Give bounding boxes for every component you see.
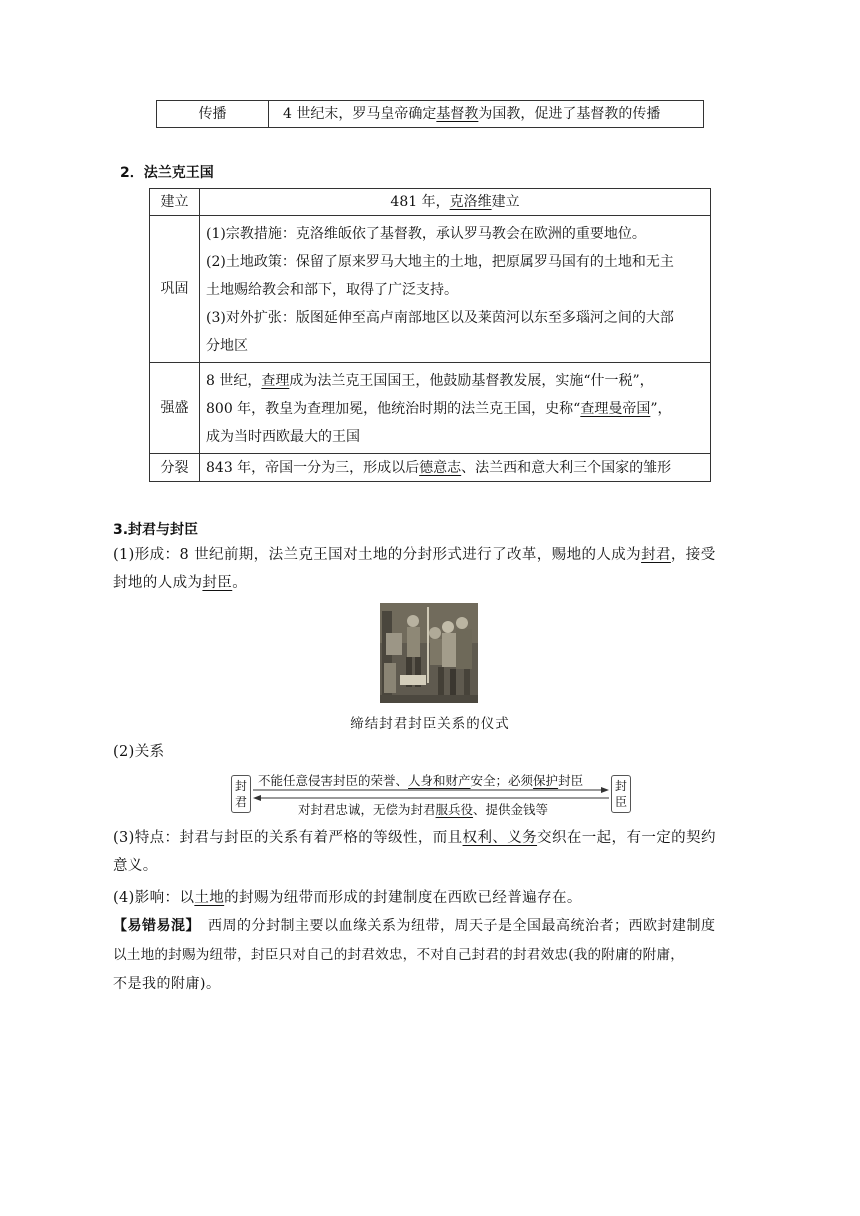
consolidate-text	[200, 216, 711, 363]
founding-label: 建立	[150, 189, 200, 216]
split-text	[200, 454, 711, 482]
split-text-underlined: 德意志	[419, 459, 462, 476]
formation-mid: ，接受	[670, 547, 716, 563]
peak-l1-underlined: 查理	[261, 373, 290, 389]
relation-label: (2)关系	[113, 744, 165, 760]
section3-heading: 3.封君与封臣	[113, 522, 199, 538]
note-line-3: 不是我的附庸)。	[113, 976, 221, 992]
lord-duty-underlined: 人身和财产	[408, 773, 471, 788]
spread-text	[269, 101, 704, 128]
lord-duty-text	[258, 771, 583, 789]
peak-line-1	[206, 367, 706, 395]
feature-underlined: 权利、义务	[462, 830, 538, 846]
consolidate-line-4: (3)对外扩张：版图延伸至高卢南部地区以及莱茵河以东至多瑙河之间的大部	[206, 310, 674, 326]
note-text-1: 西周的分封制主要以血缘关系为纽带，周天子是全国最高统治者；西欧封建制度	[208, 918, 716, 934]
consolidate-line-5: 分地区	[206, 338, 248, 354]
frankish-table	[149, 188, 711, 482]
formation-l2-post: 。	[232, 575, 248, 591]
note-line-1	[113, 912, 743, 941]
impact-underlined: 土地	[194, 890, 225, 906]
peak-line-3: 成为当时西欧最大的王国	[206, 429, 360, 445]
founding-text-pre: 481 年，	[390, 194, 450, 210]
split-text-pre: 843 年，帝国一分为三，形成以后	[206, 459, 420, 476]
spread-label: 传播	[157, 101, 269, 128]
peak-l2-underlined: 查理曼帝国	[580, 401, 651, 417]
feature-pre: (3)特点：封君与封臣的关系有着严格的等级性，而且	[113, 830, 463, 846]
formation-line-1	[113, 541, 743, 569]
peak-line-2	[206, 395, 706, 423]
formation-vassal: 封臣	[202, 575, 233, 591]
arrow-to-vassal-head	[601, 787, 609, 793]
founding-text-underlined: 克洛维	[449, 194, 492, 210]
peak-l2-pre: 800 年，教皇为查理加冕，他统治时期的法兰克王国，史称“	[206, 401, 581, 417]
feature-line-2: 意义。	[113, 858, 158, 874]
spread-text-underlined: 基督教	[436, 106, 479, 122]
consolidate-line-2: (2)土地政策：保留了原来罗马大地主的土地，把原属罗马国有的土地和无主	[206, 254, 674, 270]
formation-pre: (1)形成：8 世纪前期，法兰克王国对土地的分封形式进行了改革，赐地的人成为	[113, 547, 642, 563]
spread-text-pre: 4 世纪末，罗马皇帝确定	[283, 106, 437, 122]
consolidate-label: 巩固	[150, 216, 200, 363]
note-tag: 【易错易混】	[113, 918, 200, 934]
consolidate-line-3: 土地赐给教会和部下，取得了广泛支持。	[206, 282, 458, 298]
split-text-post: 、法兰西和意大利三个国家的雏形	[461, 459, 672, 476]
lord-duty-protect: 保护	[533, 773, 559, 788]
ceremony-image	[380, 603, 478, 703]
spread-text-post: 为国教，促进了基督教的传播	[478, 106, 661, 122]
formation-l2-pre: 封地的人成为	[113, 575, 203, 591]
consolidate-line-1: (1)宗教措施：克洛维皈依了基督教，承认罗马教会在欧洲的重要地位。	[206, 226, 646, 242]
lord-duty-post: 封臣	[558, 773, 584, 788]
vassal-box: 封臣	[611, 775, 631, 813]
formation-paragraph	[113, 541, 743, 597]
note-line-2: 以土地的封赐为纽带，封臣只对自己的封君效忠，不对自己封君的封君效忠(我的附庸的附庸，	[113, 947, 685, 963]
image-caption: 缔结封君封臣关系的仪式	[350, 716, 510, 732]
vassal-duty-post: 、提供金钱等	[473, 802, 549, 817]
vassal-duty-pre: 对封君忠诚，无偿为封君	[298, 802, 436, 817]
founding-text	[200, 189, 711, 216]
peak-l1-post: 成为法兰克王国国王，他鼓励基督教发展，实施“什一税”，	[289, 373, 654, 389]
ceremony-illustration	[380, 603, 478, 703]
peak-label: 强盛	[150, 363, 200, 454]
lord-box: 封君	[231, 775, 251, 813]
section2-heading: 2．法兰克王国	[120, 165, 214, 181]
formation-lord: 封君	[641, 547, 671, 563]
feature-post: 交织在一起，有一定的契约	[537, 830, 716, 846]
feature-paragraph	[113, 824, 743, 880]
vassal-duty-underlined: 服兵役	[435, 802, 474, 817]
founding-text-post: 建立	[491, 194, 520, 210]
peak-l2-post: ”，	[650, 401, 672, 417]
peak-text	[200, 363, 711, 454]
impact-paragraph	[113, 884, 743, 912]
formation-line-2	[113, 569, 743, 597]
impact-post: 的封赐为纽带而形成的封建制度在西欧已经普遍存在。	[224, 890, 582, 906]
split-label: 分裂	[150, 454, 200, 482]
peak-l1-pre: 8 世纪，	[206, 373, 262, 389]
spread-table	[156, 100, 704, 128]
arrow-to-lord-head	[253, 795, 261, 801]
impact-pre: (4)影响：以	[113, 890, 195, 906]
feature-line-1	[113, 824, 743, 852]
confusion-note	[113, 912, 743, 999]
lord-duty-pre: 不能任意侵害封臣的荣誉、	[258, 773, 409, 788]
vassal-duty-text	[298, 800, 548, 818]
lord-duty-mid: 安全；必须	[470, 773, 534, 788]
